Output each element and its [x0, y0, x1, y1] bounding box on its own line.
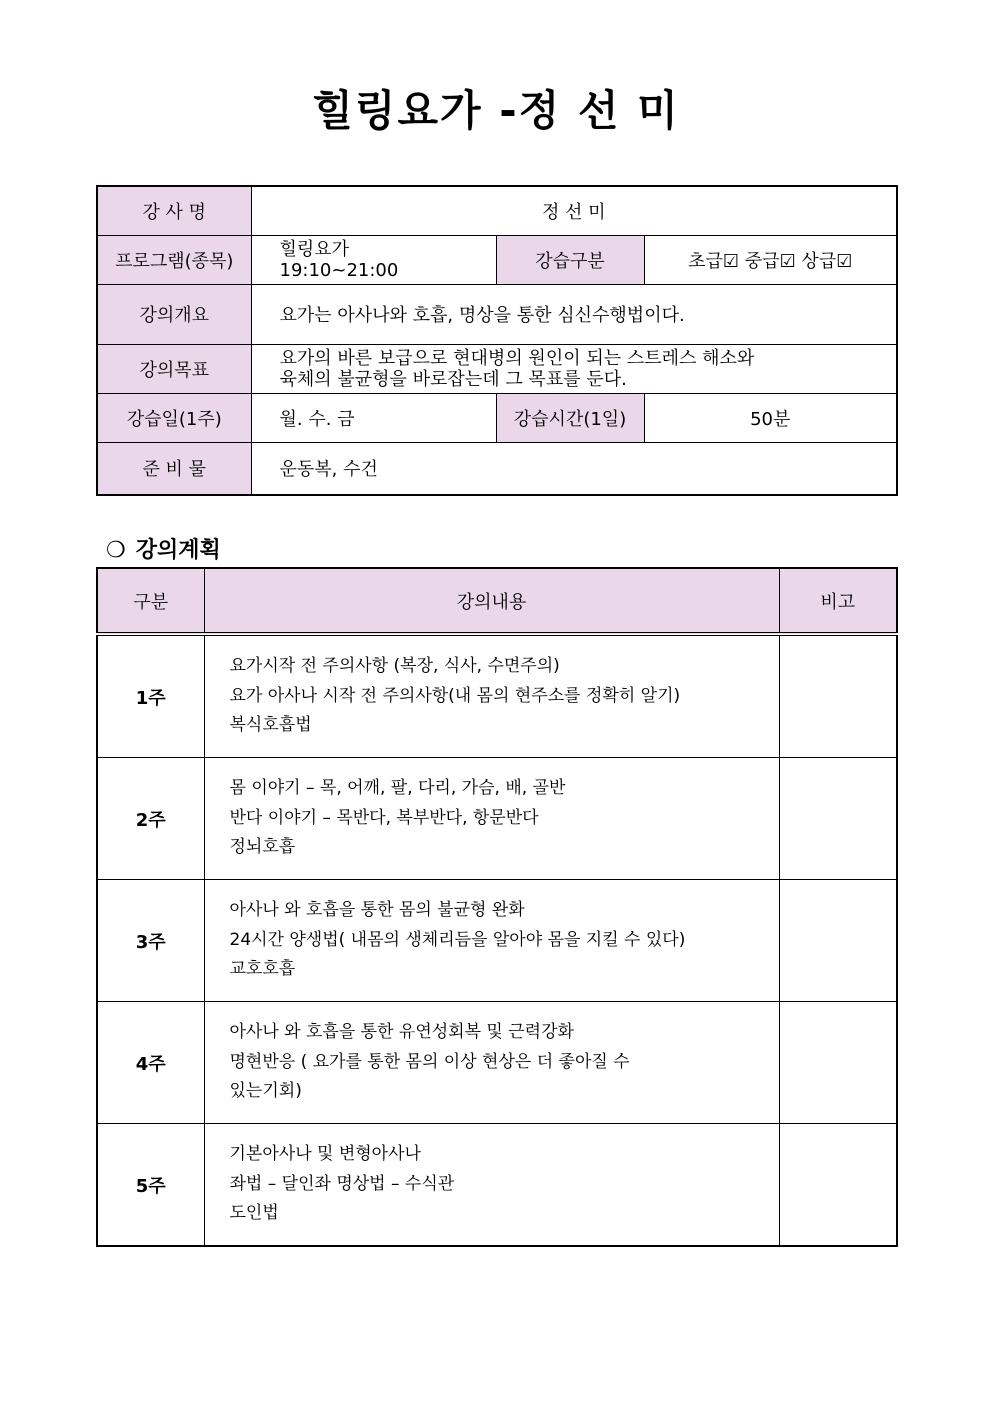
lecture-plan-table: [96, 567, 898, 1247]
header-content: 강의내용: [204, 568, 779, 634]
note-cell: [779, 880, 897, 1002]
document-title: 힐링요가 -정 선 미: [312, 86, 680, 135]
note-cell: [779, 758, 897, 880]
table-row: [97, 1124, 897, 1247]
content-line: 좌법 – 달인좌 명상법 – 수식관: [229, 1173, 455, 1194]
content-line: 요가시작 전 주의사항 (복장, 식사, 수면주의): [229, 656, 560, 677]
materials-value: 운동복, 수건: [251, 442, 897, 495]
content-line: 명현반응 ( 요가를 통한 몸의 이상 현상은 더 좋아질 수: [229, 1051, 630, 1072]
table-row: [97, 634, 897, 758]
circle-bullet-icon: ❍: [106, 538, 126, 563]
content-cell: [204, 1124, 779, 1247]
content-cell: [204, 634, 779, 758]
content-line: 요가 아사나 시작 전 주의사항(내 몸의 현주소를 정확히 알기): [229, 685, 681, 706]
week-cell: 4주: [97, 1002, 204, 1124]
header-week: 구분: [97, 568, 204, 634]
content-line: 교호호흡: [229, 959, 296, 980]
materials-label: 준 비 물: [97, 442, 251, 495]
duration-value: 50분: [644, 393, 897, 442]
section-heading: [106, 533, 221, 564]
program-name: 힐링요가: [279, 238, 350, 260]
level-label: 강습구분: [496, 235, 644, 284]
content-line: 정뇌호흡: [229, 837, 296, 858]
content-line: 기본아사나 및 변형아사나: [229, 1144, 421, 1165]
goal-value: [251, 344, 897, 393]
content-line: 도인법: [229, 1203, 279, 1224]
week-cell: 1주: [97, 634, 204, 758]
overview-label: 강의개요: [97, 284, 251, 344]
header-note: 비고: [779, 568, 897, 634]
program-label: 프로그램(종목): [97, 235, 251, 284]
level-value: 초급☑ 중급☑ 상급☑: [644, 235, 897, 284]
days-label: 강습일(1주): [97, 393, 251, 442]
content-line: 있는기회): [229, 1081, 302, 1102]
goal-line-1: 요가의 바른 보급으로 현대병의 원인이 되는 스트레스 해소와: [279, 347, 755, 369]
content-line: 아사나 와 호흡을 통한 유연성회복 및 근력강화: [229, 1022, 574, 1043]
course-info-table: [96, 185, 898, 496]
content-cell: [204, 880, 779, 1002]
table-row: [97, 758, 897, 880]
instructor-label: 강 사 명: [97, 186, 251, 235]
days-value: 월. 수. 금: [251, 393, 496, 442]
instructor-value: 정 선 미: [251, 186, 897, 235]
program-value: [251, 235, 496, 284]
note-cell: [779, 1124, 897, 1247]
program-time: 19:10~21:00: [279, 259, 399, 281]
week-cell: 3주: [97, 880, 204, 1002]
content-line: 24시간 양생법( 내몸의 생체리듬을 알아야 몸을 지킬 수 있다): [229, 929, 686, 950]
content-cell: [204, 758, 779, 880]
week-cell: 2주: [97, 758, 204, 880]
week-cell: 5주: [97, 1124, 204, 1247]
section-title: 강의계획: [135, 538, 221, 563]
duration-label: 강습시간(1일): [496, 393, 644, 442]
overview-value: 요가는 아사나와 호흡, 명상을 통한 심신수행법이다.: [251, 284, 897, 344]
table-row: [97, 880, 897, 1002]
table-row: [97, 1002, 897, 1124]
note-cell: [779, 1002, 897, 1124]
content-line: 복식호흡법: [229, 715, 312, 736]
content-line: 반다 이야기 – 목반다, 복부반다, 항문반다: [229, 807, 539, 828]
goal-line-2: 육체의 불균형을 바로잡는데 그 목표를 둔다.: [279, 368, 627, 390]
note-cell: [779, 634, 897, 758]
goal-label: 강의목표: [97, 344, 251, 393]
content-line: 몸 이야기 – 목, 어깨, 팔, 다리, 가슴, 배, 골반: [229, 778, 566, 799]
content-line: 아사나 와 호흡을 통한 몸의 불균형 완화: [229, 900, 525, 921]
content-cell: [204, 1002, 779, 1124]
